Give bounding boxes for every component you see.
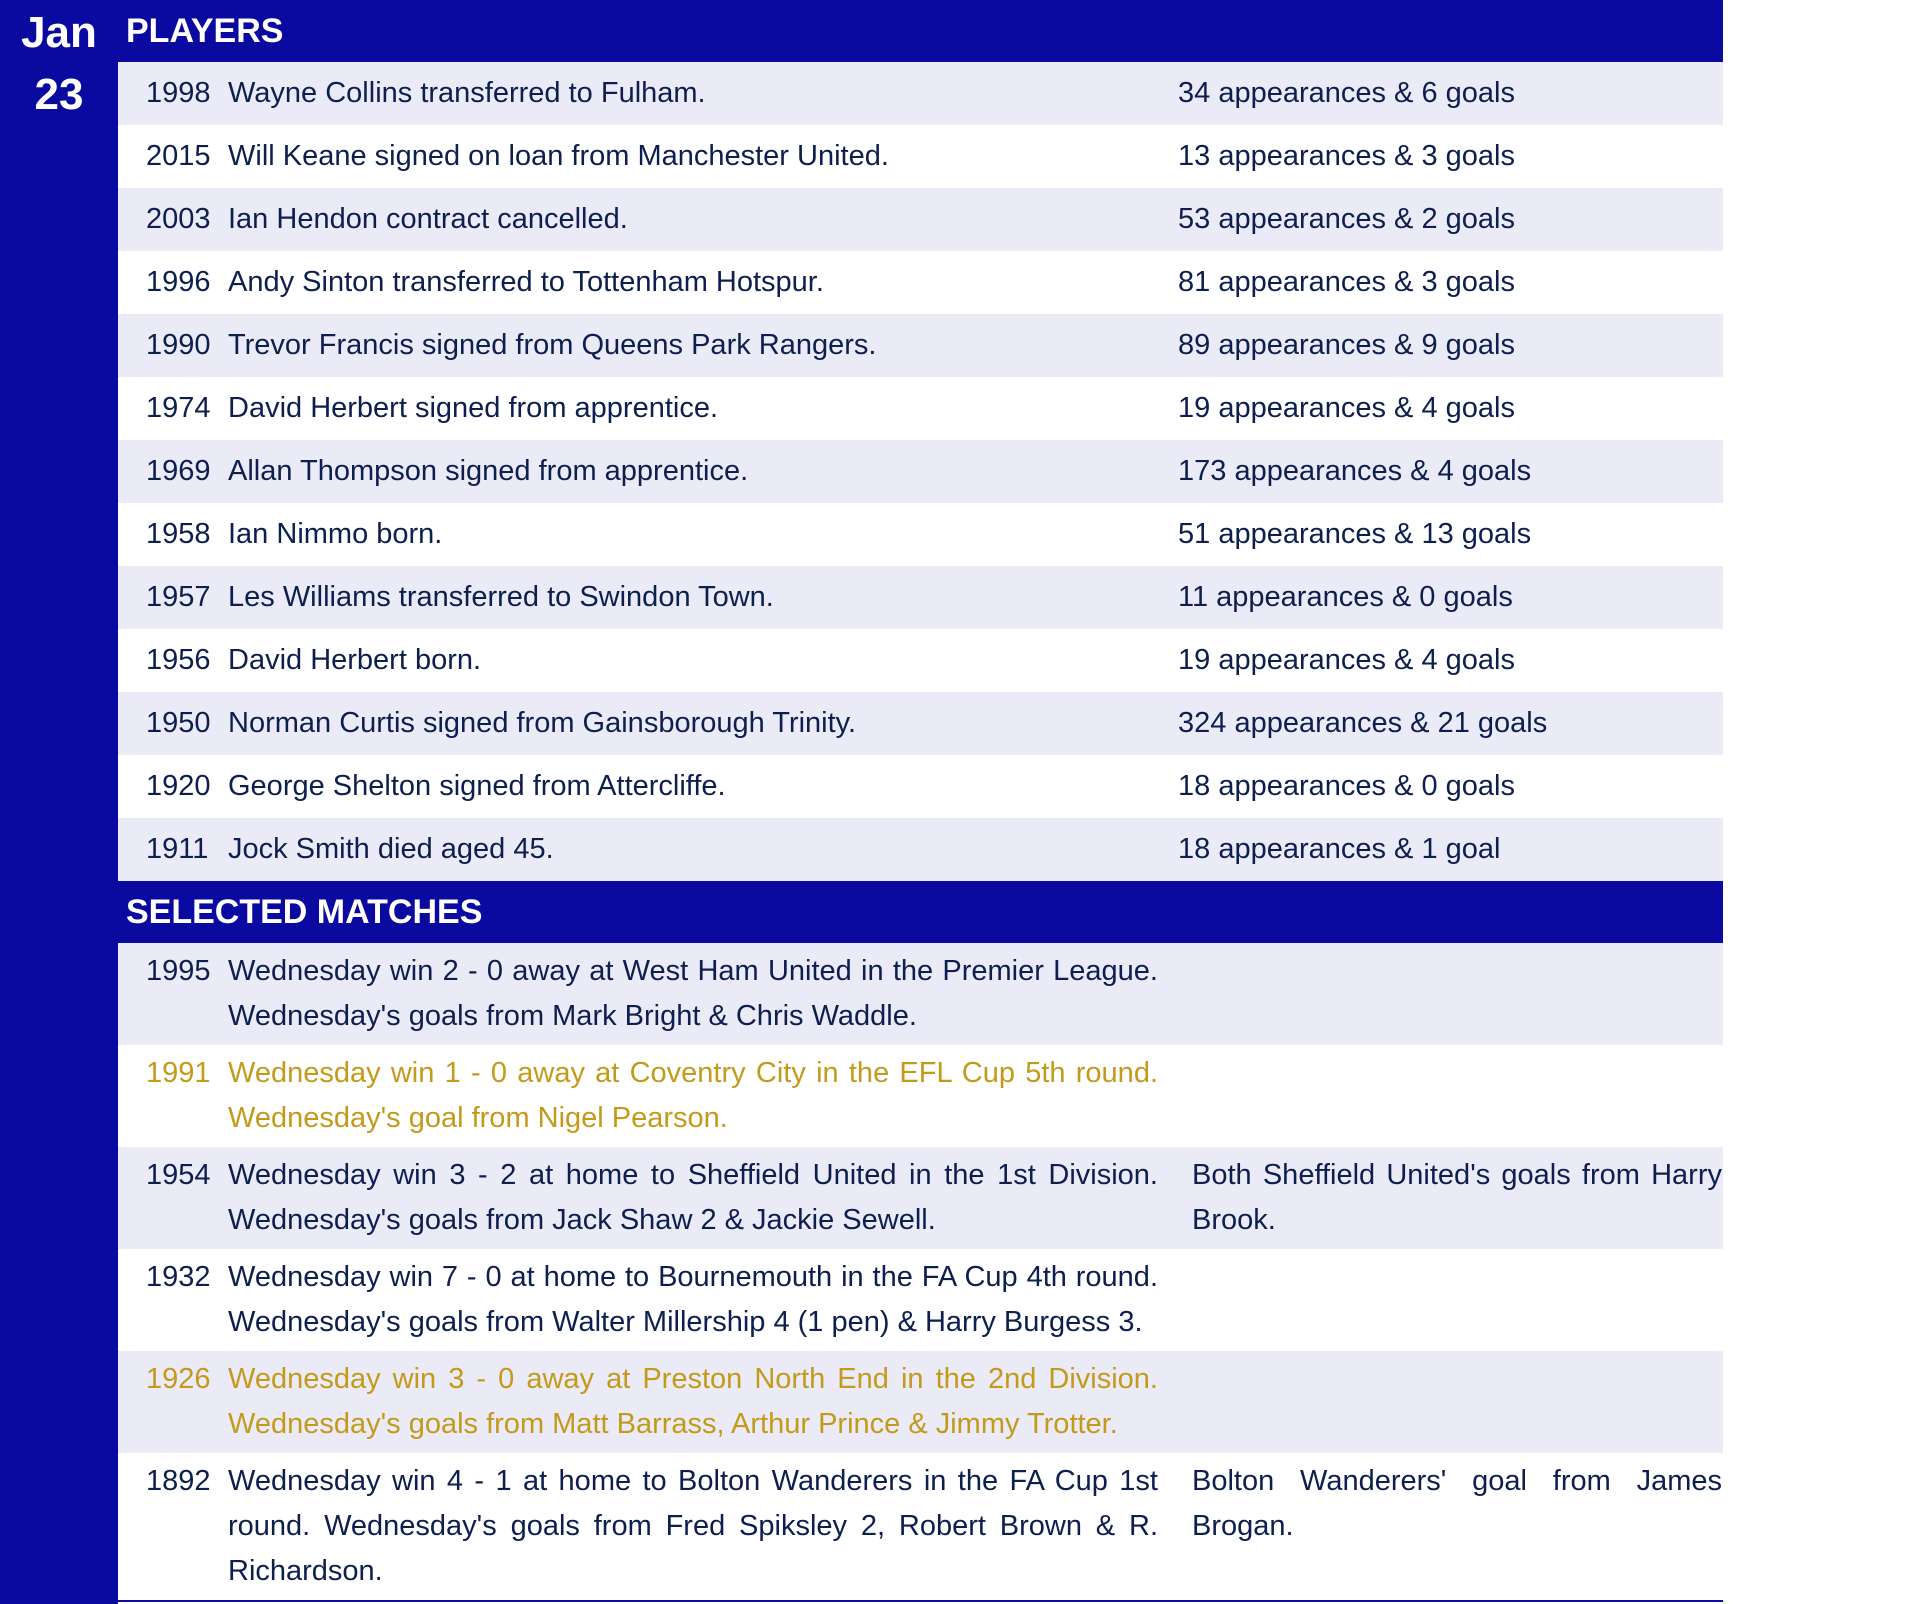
match-row <box>118 1147 1723 1249</box>
match-year: 1991 <box>146 1057 211 1089</box>
bottom-rule <box>118 1600 1723 1602</box>
player-row <box>118 566 1723 629</box>
player-event: Allan Thompson signed from apprentice. <box>228 455 749 487</box>
match-summary: Wednesday win 1 - 0 away at Coventry City in the EFL Cup 5th round. Wednesday's goal from Nigel Pearson. <box>228 1057 1158 1134</box>
matches-header: SELECTED MATCHES <box>118 881 1723 943</box>
player-row <box>118 62 1723 125</box>
player-row <box>118 818 1723 881</box>
match-summary: Wednesday win 2 - 0 away at West Ham United in the Premier League. Wednesday's goals from Mark Bright & Chris Waddle. <box>228 955 1158 1032</box>
match-row <box>118 1045 1723 1147</box>
match-row <box>118 1249 1723 1351</box>
player-row <box>118 377 1723 440</box>
match-summary: Wednesday win 3 - 2 at home to Sheffield United in the 1st Division. Wednesday's goals from Jack Shaw 2 & Jackie Sewell. <box>228 1159 1158 1236</box>
player-stats: 81 appearances & 3 goals <box>1178 266 1515 298</box>
match-note: Bolton Wanderers' goal from James Brogan. <box>1192 1465 1722 1542</box>
player-year: 2015 <box>146 140 211 172</box>
player-stats: 13 appearances & 3 goals <box>1178 140 1515 172</box>
player-stats: 18 appearances & 0 goals <box>1178 770 1515 802</box>
player-event: Les Williams transferred to Swindon Town. <box>228 581 774 613</box>
player-year: 1956 <box>146 644 211 676</box>
player-event: Andy Sinton transferred to Tottenham Hotspur. <box>228 266 824 298</box>
player-year: 1950 <box>146 707 211 739</box>
match-year: 1932 <box>146 1261 211 1293</box>
player-event: Wayne Collins transferred to Fulham. <box>228 77 706 109</box>
player-stats: 51 appearances & 13 goals <box>1178 518 1532 550</box>
player-event: Jock Smith died aged 45. <box>228 833 554 865</box>
player-event: David Herbert born. <box>228 644 482 676</box>
player-event: George Shelton signed from Attercliffe. <box>228 770 726 802</box>
match-note: Both Sheffield United's goals from Harry Brook. <box>1192 1159 1722 1236</box>
match-row <box>118 943 1723 1045</box>
match-year: 1954 <box>146 1159 211 1191</box>
player-row <box>118 503 1723 566</box>
player-year: 1957 <box>146 581 211 613</box>
player-row <box>118 692 1723 755</box>
date-day: 23 <box>34 70 84 119</box>
player-stats: 324 appearances & 21 goals <box>1178 707 1548 739</box>
player-year: 1998 <box>146 77 211 109</box>
players-list <box>118 62 1723 881</box>
player-stats: 89 appearances & 9 goals <box>1178 329 1515 361</box>
player-stats: 34 appearances & 6 goals <box>1178 77 1515 109</box>
player-row <box>118 629 1723 692</box>
date-strip <box>0 0 118 1604</box>
player-row <box>118 755 1723 818</box>
player-year: 1920 <box>146 770 211 802</box>
player-event: Will Keane signed on loan from Manchester United. <box>228 140 889 172</box>
match-year: 1926 <box>146 1363 211 1395</box>
player-row <box>118 440 1723 503</box>
player-year: 1911 <box>146 833 209 865</box>
player-year: 1996 <box>146 266 211 298</box>
content-column <box>118 0 1723 1600</box>
match-row <box>118 1453 1723 1600</box>
match-year: 1892 <box>146 1465 211 1497</box>
players-header: PLAYERS <box>118 0 1723 62</box>
player-row <box>118 125 1723 188</box>
matches-list <box>118 943 1723 1600</box>
match-summary: Wednesday win 3 - 0 away at Preston North End in the 2nd Division. Wednesday's goals from Matt Barrass, Arthur Prince & Jimmy Trotter. <box>228 1363 1158 1440</box>
player-event: Ian Hendon contract cancelled. <box>228 203 628 235</box>
match-summary: Wednesday win 4 - 1 at home to Bolton Wanderers in the FA Cup 1st round. Wednesday's goals from Fred Spiksley 2, Robert Brown & R. Richardson. <box>228 1465 1158 1587</box>
match-summary: Wednesday win 7 - 0 at home to Bournemouth in the FA Cup 4th round. Wednesday's goals from Walter Millership 4 (1 pen) & Harry Burgess 3. <box>228 1261 1158 1338</box>
player-stats: 11 appearances & 0 goals <box>1178 581 1513 613</box>
player-stats: 18 appearances & 1 goal <box>1178 833 1501 865</box>
player-stats: 53 appearances & 2 goals <box>1178 203 1515 235</box>
player-event: Ian Nimmo born. <box>228 518 443 550</box>
player-event: Norman Curtis signed from Gainsborough Trinity. <box>228 707 857 739</box>
player-row <box>118 188 1723 251</box>
player-event: Trevor Francis signed from Queens Park Rangers. <box>228 329 877 361</box>
match-row <box>118 1351 1723 1453</box>
match-year: 1995 <box>146 955 211 987</box>
player-stats: 19 appearances & 4 goals <box>1178 392 1515 424</box>
player-year: 1969 <box>146 455 211 487</box>
player-event: David Herbert signed from apprentice. <box>228 392 719 424</box>
player-row <box>118 251 1723 314</box>
date-month: Jan <box>21 8 97 57</box>
player-year: 1958 <box>146 518 211 550</box>
player-year: 1990 <box>146 329 211 361</box>
player-row <box>118 314 1723 377</box>
player-stats: 173 appearances & 4 goals <box>1178 455 1532 487</box>
player-stats: 19 appearances & 4 goals <box>1178 644 1515 676</box>
player-year: 2003 <box>146 203 211 235</box>
player-year: 1974 <box>146 392 211 424</box>
